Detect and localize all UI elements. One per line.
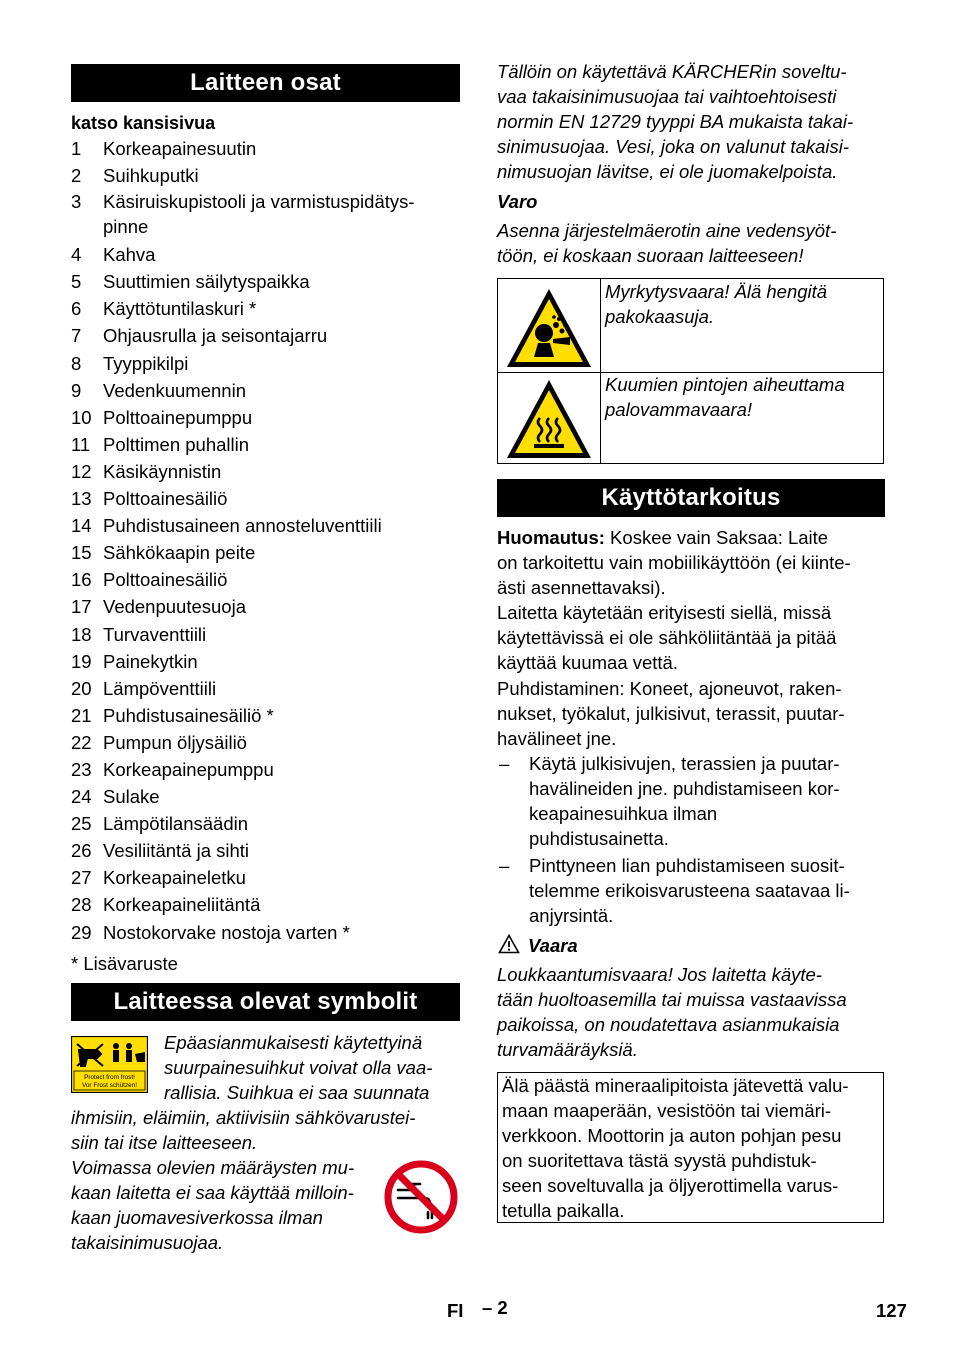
parts-list-item [71, 729, 460, 756]
parts-item-number: 7 [71, 325, 82, 347]
parts-item-number: 13 [71, 488, 92, 510]
parts-item-label: Polttimen puhallin [103, 433, 250, 455]
footer-section-page: – 2 [482, 1297, 508, 1318]
parts-item-number: 26 [71, 840, 92, 862]
warning-row [498, 279, 883, 373]
parts-item-label: Sähkökaapin peite [103, 542, 256, 564]
parts-item-label: Polttoainesäiliö [103, 488, 228, 510]
intro-line2: normin EN 12729 tyyppi BA mukaista takai- [497, 111, 854, 132]
bullet2-line1: telemme erikoisvarusteena saatavaa li- [529, 880, 850, 901]
bullet1-line2: keapainesuihkua ilman [529, 803, 718, 824]
intro-line0: Tällöin on käytettävä KÄRCHERin soveltu- [497, 61, 847, 82]
parts-list-item [71, 566, 460, 593]
parts-list-item [71, 485, 460, 512]
parts-item-number: 14 [71, 515, 92, 537]
parts-list-item [71, 322, 460, 349]
danger-line1: tään huoltoasemilla tai muissa vastaavissa [497, 989, 847, 1010]
parts-item-label: Käyttötuntilaskuri * [103, 298, 257, 320]
parts-item-number: 5 [71, 271, 82, 293]
parts-item-number: 2 [71, 165, 82, 187]
parts-list-item [71, 377, 460, 404]
parts-item-label: Vedenpuutesuoja [103, 596, 246, 618]
parts-item-number: 25 [71, 813, 92, 835]
parts-list-item [71, 593, 460, 620]
toxic-gas-warning-icon [498, 279, 601, 372]
symbol-para1-line0: Epäasianmukaisesti käytettyinä [164, 1032, 423, 1053]
parts-item-label: Vedenkuumennin [103, 379, 246, 401]
symbol-para1-line4: siin tai itse laitteeseen. [71, 1132, 258, 1153]
parts-item-number: 9 [71, 379, 82, 401]
parts-list-item [71, 675, 460, 702]
parts-item-label: Kahva [103, 244, 156, 266]
parts-item-number: 21 [71, 704, 92, 726]
section-heading-usage: Käyttötarkoitus [497, 479, 885, 517]
bullet2-line0: Pinttyneen lian puhdistamiseen suosit- [529, 855, 845, 876]
parts-list-item [71, 810, 460, 837]
parts-item-label: Lämpötilansäädin [103, 813, 249, 835]
parts-list-item [71, 648, 460, 675]
intro-line4: nimusuojan lävitse, ei ole juomakelpoista. [497, 161, 838, 182]
cleaning-line1: nukset, työkalut, julkisivut, terassit, puutar- [497, 703, 845, 724]
note-text-first: Koskee vain Saksaa: Laite [604, 527, 829, 548]
env-line0: Älä päästä mineraalipitoista jätevettä valu- [502, 1075, 849, 1096]
parts-list-item [71, 162, 460, 189]
parts-item-number: 27 [71, 867, 92, 889]
parts-list-item [71, 189, 460, 239]
parts-item-label: Käsikäynnistin [103, 460, 222, 482]
parts-item-number: 20 [71, 677, 92, 699]
parts-list-item [71, 268, 460, 295]
note-line2: ästi asennettavaksi). [497, 577, 666, 598]
bullet-dash: – [499, 855, 510, 876]
parts-item-label: Painekytkin [103, 650, 198, 672]
parts-item-label: Vesiliitäntä ja sihti [103, 840, 250, 862]
parts-list-item [71, 512, 460, 539]
sticker-text-1: Protect from frost! [84, 1074, 135, 1081]
parts-item-number: 19 [71, 650, 92, 672]
parts-list-item [71, 837, 460, 864]
env-line5: tetulla paikalla. [502, 1200, 625, 1221]
parts-item-label: Korkeapainesuutin [103, 138, 257, 159]
parts-item-number: 8 [71, 352, 82, 374]
parts-item-label: Nostokorvake nostoja varten * [103, 921, 350, 943]
parts-item-number: 18 [71, 623, 92, 645]
parts-item-number: 16 [71, 569, 92, 591]
env-line4: seen soveltuvalla ja öljyerottimella varus- [502, 1175, 839, 1196]
env-line3: on suoritettava tästä syystä puhdistuk- [502, 1150, 817, 1171]
intro-line1: vaa takaisinimusuojaa tai vaihtoehtoisesti [497, 86, 837, 107]
footer-page-number: 127 [876, 1300, 907, 1321]
section-heading-parts: Laitteen osat [71, 64, 460, 102]
symbol-para2-line3: takaisinimusuojaa. [71, 1232, 224, 1253]
hot-surface-warning-icon [498, 372, 601, 464]
parts-item-number: 10 [71, 406, 92, 428]
warning-table [497, 278, 884, 464]
sticker-text-2: Vor Frost schützen! [81, 1082, 138, 1089]
parts-list-item [71, 621, 460, 648]
usage-line0: Laitetta käytetään erityisesti siellä, missä [497, 602, 832, 623]
danger-line0: Loukkaantumisvaara! Jos laitetta käyte- [497, 964, 822, 985]
parts-item-number: 24 [71, 786, 92, 808]
intro-line3: sinimusuojaa. Vesi, joka on valunut takaisi- [497, 136, 850, 157]
warning-hot-line1: palovammavaara! [605, 399, 753, 420]
device-sticker-icon [71, 1036, 148, 1093]
parts-item-label: Suuttimien säilytyspaikka [103, 271, 310, 293]
parts-item-number: 12 [71, 460, 92, 482]
parts-item-label: Puhdistusaineen annosteluventtiili [103, 515, 382, 537]
symbol-para2-line1: kaan laitetta ei saa käyttää milloin- [71, 1182, 354, 1203]
varo-line1: töön, ei koskaan suoraan laitteeseen! [497, 245, 804, 266]
parts-item-label [103, 189, 460, 239]
bullet1-line0: Käytä julkisivujen, terassien ja puutar- [529, 753, 840, 774]
warning-toxic-line0: Myrkytysvaara! Älä hengitä [605, 281, 828, 302]
parts-list-item [71, 458, 460, 485]
usage-line1: käytettävissä ei ole sähköliitäntää ja pitää [497, 627, 837, 648]
footer-language: FI [447, 1300, 464, 1321]
usage-line2: käyttää kuumaa vettä. [497, 652, 678, 673]
warning-row [498, 372, 883, 464]
bullet1-line1: havälineiden jne. puhdistamiseen kor- [529, 778, 840, 799]
warning-triangle-icon [498, 934, 520, 954]
parts-list-item [71, 756, 460, 783]
danger-label: Vaara [528, 935, 578, 956]
parts-list-item [71, 350, 460, 377]
environment-box [497, 1072, 884, 1223]
parts-list-item [71, 864, 460, 891]
parts-list-item [71, 891, 460, 918]
parts-list [71, 135, 460, 946]
parts-item-number: 29 [71, 921, 92, 943]
parts-list-item [71, 431, 460, 458]
no-drinking-water-icon [384, 1160, 458, 1234]
warning-hot-line0: Kuumien pintojen aiheuttama [605, 374, 845, 395]
bullet2-line2: anjyrsintä. [529, 905, 614, 926]
env-line2: verkkoon. Moottorin ja auton pohjan pesu [502, 1125, 842, 1146]
parts-subheading: katso kansisivua [71, 113, 216, 133]
parts-item-number: 17 [71, 596, 92, 618]
parts-list-item [71, 783, 460, 810]
env-line1: maan maaperään, vesistöön tai viemäri- [502, 1100, 832, 1121]
parts-list-item [71, 135, 460, 162]
parts-item-number: 23 [71, 758, 92, 780]
parts-item-number: 28 [71, 894, 92, 916]
parts-item-number: 22 [71, 731, 92, 753]
parts-item-label: Tyyppikilpi [103, 352, 189, 374]
cleaning-line0: Puhdistaminen: Koneet, ajoneuvot, raken- [497, 678, 842, 699]
symbol-para1-line3: ihmisiin, eläimiin, aktiivisiin sähkövarustei- [71, 1107, 416, 1128]
section-heading-symbols: Laitteessa olevat symbolit [71, 983, 460, 1021]
parts-item-label: Suihkuputki [103, 165, 199, 187]
parts-list-item [71, 539, 460, 566]
varo-label: Varo [497, 191, 538, 212]
parts-footnote: * Lisävaruste [71, 953, 178, 974]
parts-item-label: Korkeapainepumppu [103, 758, 274, 780]
symbol-para2-line0: Voimassa olevien määräysten mu- [71, 1157, 355, 1178]
parts-list-item [71, 702, 460, 729]
varo-line0: Asenna järjestelmäerotin aine vedensyöt- [497, 220, 837, 241]
parts-item-label: Turvaventtiili [103, 623, 207, 645]
parts-list-item [71, 919, 460, 946]
parts-list-item [71, 295, 460, 322]
warning-toxic-line1: pakokaasuja. [605, 306, 715, 327]
parts-list-item [71, 404, 460, 431]
parts-item-label: Polttoainesäiliö [103, 569, 228, 591]
parts-item-label: Sulake [103, 786, 160, 808]
parts-list-item [71, 241, 460, 268]
parts-item-label: Korkeapaineletku [103, 867, 246, 889]
parts-item-number: 4 [71, 244, 82, 266]
bullet-dash: – [499, 753, 510, 774]
parts-item-label: Lämpöventtiili [103, 677, 217, 699]
parts-item-label: Puhdistusainesäiliö * [103, 704, 274, 726]
note-line1: on tarkoitettu vain mobiilikäyttöön (ei kiinte- [497, 552, 851, 573]
parts-item-number: 11 [71, 433, 91, 455]
symbol-para1-line2: rallisia. Suihkua ei saa suunnata [164, 1082, 430, 1103]
parts-item-label-part: pinne [103, 216, 149, 238]
parts-item-label: Polttoainepumppu [103, 406, 253, 428]
parts-item-label: Korkeapaineliitäntä [103, 894, 261, 916]
symbol-para1-line1: suurpainesuihkut voivat olla vaa- [164, 1057, 433, 1078]
parts-item-label-part: Käsiruiskupistooli ja varmistuspidätys- [103, 191, 415, 213]
note-line0 [497, 525, 828, 550]
danger-line3: turvamääräyksiä. [497, 1039, 638, 1060]
parts-item-number: 6 [71, 298, 82, 320]
danger-line2: paikoissa, on noudatettava asianmukaisia [497, 1014, 840, 1035]
parts-item-number: 3 [71, 191, 82, 213]
symbol-para2-line2: kaan juomavesiverkossa ilman [71, 1207, 323, 1228]
parts-item-label: Pumpun öljysäiliö [103, 731, 247, 753]
bullet1-line3: puhdistusainetta. [529, 828, 669, 849]
parts-item-number: 15 [71, 542, 92, 564]
parts-item-number: 1 [71, 138, 82, 159]
cleaning-line2: havälineet jne. [497, 728, 617, 749]
note-label: Huomautus: [497, 527, 605, 548]
parts-item-label: Ohjausrulla ja seisontajarru [103, 325, 328, 347]
